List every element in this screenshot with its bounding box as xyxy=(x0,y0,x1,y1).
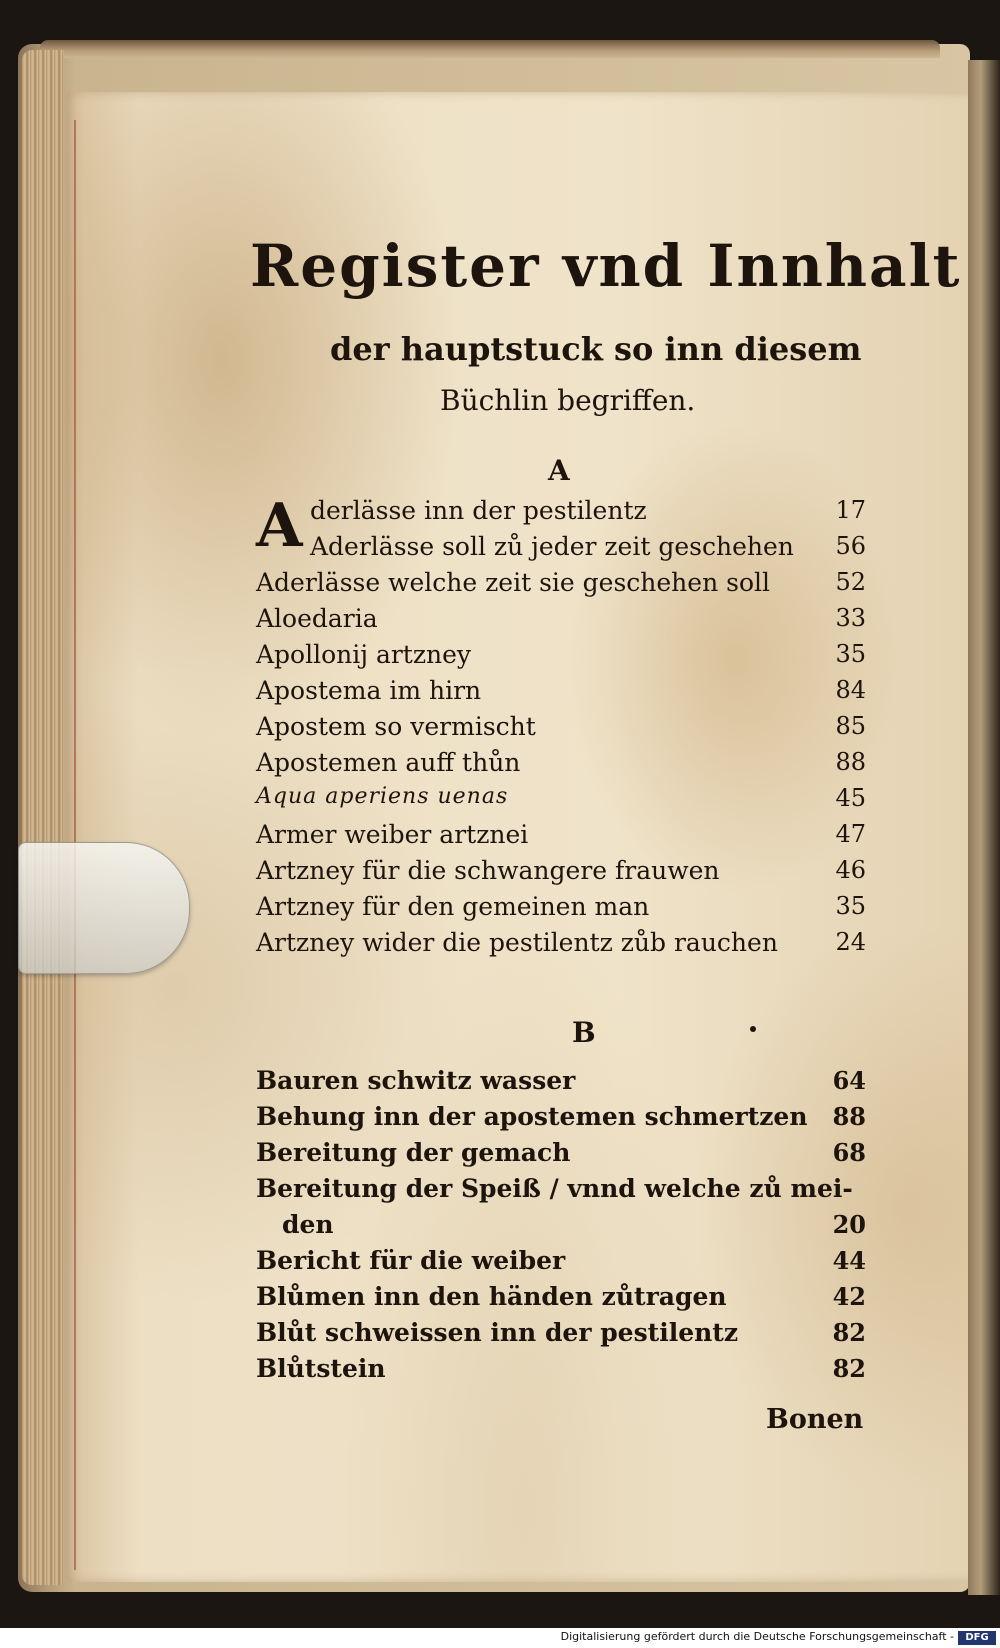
list-item xyxy=(256,710,866,746)
entry-page: 42 xyxy=(832,1282,866,1311)
list-item xyxy=(256,1208,866,1244)
dfg-logo: DFG xyxy=(958,1631,996,1645)
entry-list-a-first xyxy=(310,494,866,566)
entry-text: Artzney für den gemeinen man xyxy=(256,892,650,921)
list-item xyxy=(256,782,866,818)
entry-text: Bauren schwitz wasser xyxy=(256,1066,576,1095)
entry-text: Aderlässe soll zů jeder zeit geschehen xyxy=(310,532,794,561)
list-item xyxy=(256,1064,866,1100)
list-item xyxy=(256,1352,866,1388)
catchword: Bonen xyxy=(766,1404,864,1435)
drop-cap: A xyxy=(256,491,303,561)
entry-text: Apostemen auff thůn xyxy=(256,748,521,777)
list-item xyxy=(256,674,866,710)
entry-text: Bericht für die weiber xyxy=(256,1246,566,1275)
entry-text: Aloedaria xyxy=(256,604,378,633)
entry-page: 17 xyxy=(835,496,866,524)
entry-page: 82 xyxy=(832,1354,866,1383)
entry-page: 24 xyxy=(835,928,866,956)
entry-text: Aderlässe welche zeit sie geschehen soll xyxy=(256,568,771,597)
entry-text: Apostem so vermischt xyxy=(256,712,536,741)
list-item xyxy=(256,1136,866,1172)
entry-list-b xyxy=(256,1064,866,1388)
entry-text: Bereitung der gemach xyxy=(256,1138,571,1167)
list-item xyxy=(256,854,866,890)
entry-text: Bereitung der Speiß / vnnd welche zů mei- xyxy=(256,1174,853,1203)
list-item xyxy=(256,890,866,926)
entry-text: Armer weiber artznei xyxy=(256,820,529,849)
page-subtitle: der hauptstuck so inn diesem xyxy=(330,330,862,368)
page-edges xyxy=(22,50,64,1585)
entry-list-a xyxy=(256,566,866,962)
footer-credit: Digitalisierung gefördert durch die Deutsche Forschungsgemeinschaft - xyxy=(560,1630,954,1643)
entry-page: 82 xyxy=(832,1318,866,1347)
list-item xyxy=(256,1244,866,1280)
entry-page: 20 xyxy=(832,1210,866,1239)
list-item xyxy=(256,638,866,674)
list-item xyxy=(310,530,866,566)
entry-text: derlässe inn der pestilentz xyxy=(310,496,647,525)
list-item xyxy=(256,602,866,638)
section-letter-a: A xyxy=(548,454,570,487)
entry-page: 64 xyxy=(832,1066,866,1095)
entry-text: Artzney für die schwangere frauwen xyxy=(256,856,720,885)
list-item xyxy=(256,926,866,962)
list-item xyxy=(310,494,866,530)
entry-page: 52 xyxy=(835,568,866,596)
entry-page: 85 xyxy=(835,712,866,740)
entry-page: 45 xyxy=(835,784,866,812)
entry-text: Apollonij artzney xyxy=(256,640,472,669)
entry-page: 35 xyxy=(835,892,866,920)
ink-dot xyxy=(750,1026,756,1032)
list-item xyxy=(256,1172,866,1208)
entry-page: 46 xyxy=(835,856,866,884)
bookmark-clip xyxy=(18,842,190,974)
entry-page: 84 xyxy=(835,676,866,704)
list-item xyxy=(256,1280,866,1316)
entry-page: 88 xyxy=(835,748,866,776)
page-subtitle-line-2: Büchlin begriffen. xyxy=(440,384,696,417)
footer-bar xyxy=(0,1628,1000,1648)
entry-text: Artzney wider die pestilentz zůb rauchen xyxy=(256,928,778,957)
entry-page: 47 xyxy=(835,820,866,848)
entry-text: Blůt schweissen inn der pestilentz xyxy=(256,1318,739,1347)
page-title: Register vnd Innhalt xyxy=(250,232,962,300)
entry-text: den xyxy=(282,1210,334,1239)
entry-page: 35 xyxy=(835,640,866,668)
next-page-edge xyxy=(968,60,1000,1595)
entry-text: Blůmen inn den händen zůtragen xyxy=(256,1282,727,1311)
list-item xyxy=(256,818,866,854)
entry-text: Apostema im hirn xyxy=(256,676,482,705)
entry-text: Aqua aperiens uenas xyxy=(256,784,509,809)
list-item xyxy=(256,1100,866,1136)
list-item xyxy=(256,746,866,782)
entry-page: 68 xyxy=(832,1138,866,1167)
list-item xyxy=(256,566,866,602)
list-item xyxy=(256,1316,866,1352)
entry-page: 56 xyxy=(835,532,866,560)
entry-text: Behung inn der apostemen schmertzen xyxy=(256,1102,808,1131)
entry-text: Blůtstein xyxy=(256,1354,386,1383)
section-letter-b: B xyxy=(572,1016,596,1049)
entry-page: 44 xyxy=(832,1246,866,1275)
entry-page: 33 xyxy=(835,604,866,632)
entry-page: 88 xyxy=(832,1102,866,1131)
book-top-edge xyxy=(40,40,940,58)
